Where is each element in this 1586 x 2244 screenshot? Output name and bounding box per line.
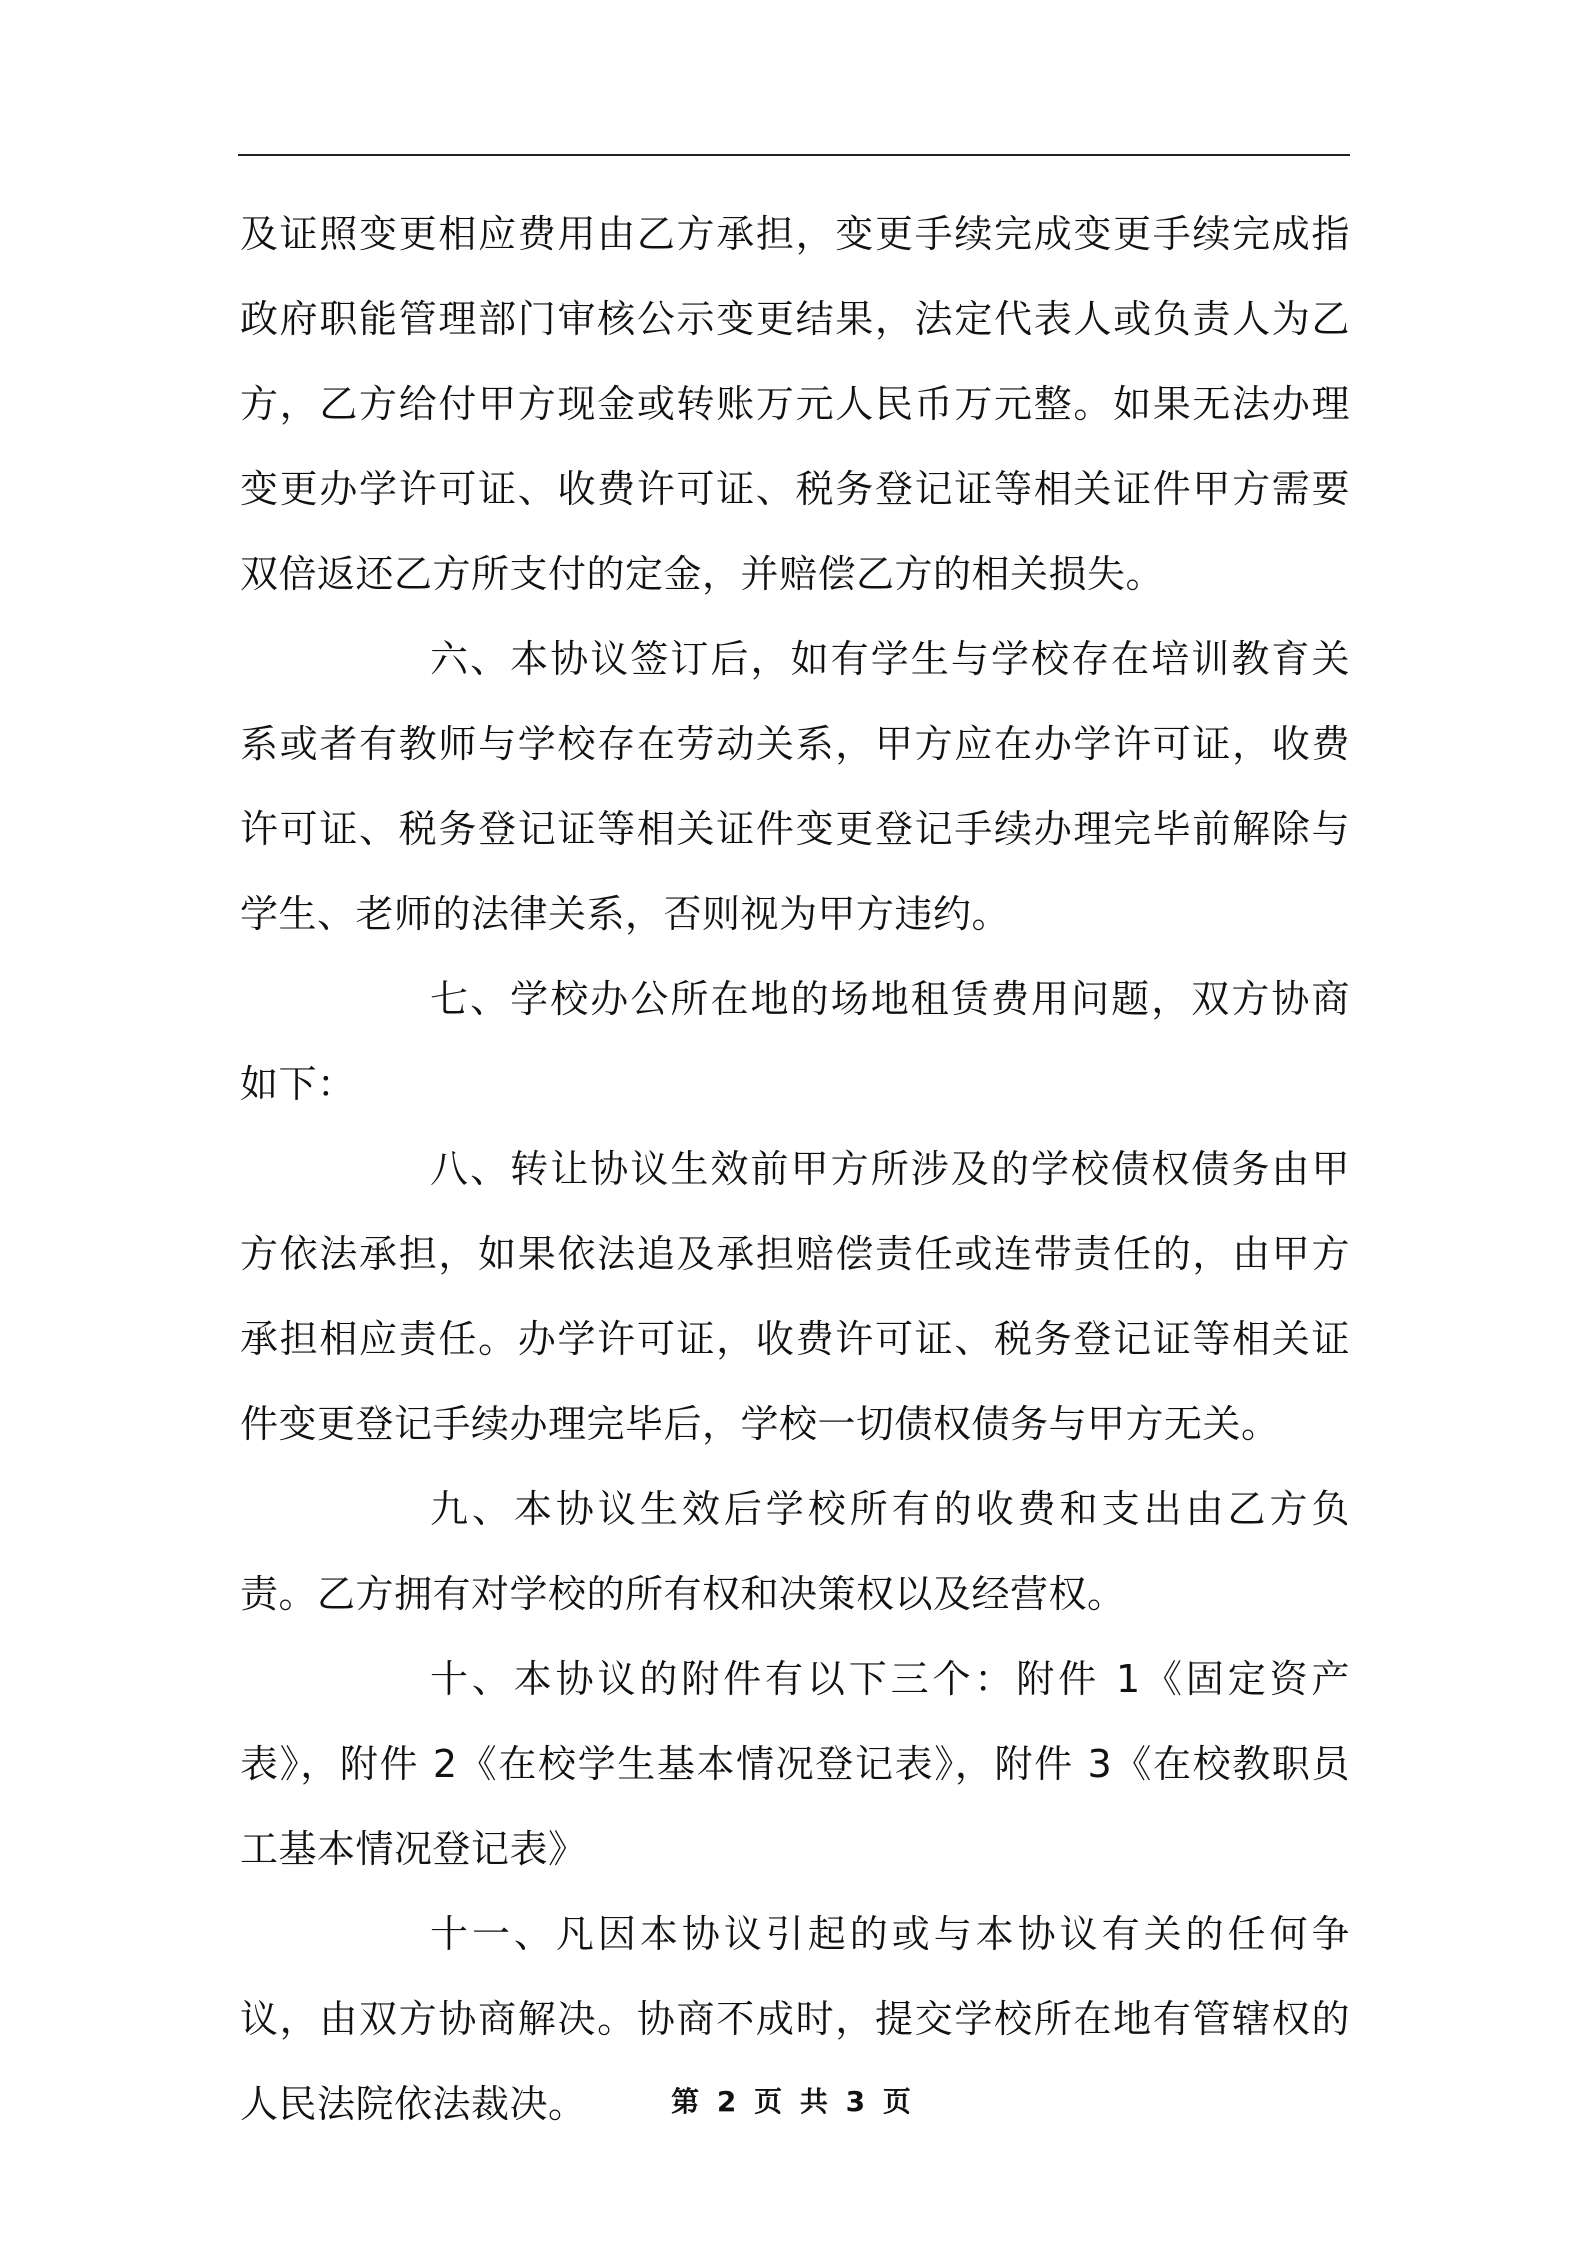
paragraph-continuation: 及证照变更相应费用由乙方承担，变更手续完成变更手续完成指政府职能管理部门审核公示变更结果，法定代表人或负责人为乙方，乙方给付甲方现金或转账万元人民币万元整。如果无法办理变更办学许可证、收费许可证、税务登记证等相关证件甲方需要双倍返还乙方所支付的定金，并赔偿乙方的相关损失。 (240, 212, 1350, 596)
paragraph-clause-11: 十一、凡因本协议引起的或与本协议有关的任何争议，由双方协商解决。协商不成时，提交学校所在地有管辖权的人民法院依法裁决。 (240, 1912, 1350, 2126)
paragraph-clause-9: 九、本协议生效后学校所有的收费和支出由乙方负责。乙方拥有对学校的所有权和决策权以及经营权。 (240, 1487, 1350, 1616)
page-number-footer: 第 2 页 共 3 页 (671, 2085, 915, 2118)
paragraph-clause-8: 八、转让协议生效前甲方所涉及的学校债权债务由甲方依法承担，如果依法追及承担赔偿责任或连带责任的，由甲方承担相应责任。办学许可证，收费许可证、税务登记证等相关证件变更登记手续办理完毕后，学校一切债权债务与甲方无关。 (240, 1147, 1350, 1446)
paragraph-clause-6: 六、本协议签订后，如有学生与学校存在培训教育关系或者有教师与学校存在劳动关系，甲方应在办学许可证，收费许可证、税务登记证等相关证件变更登记手续办理完毕前解除与学生、老师的法律关系，否则视为甲方违约。 (240, 637, 1350, 936)
paragraph-clause-7: 七、学校办公所在地的场地租赁费用问题，双方协商如下： (240, 977, 1350, 1106)
document-body (240, 192, 1350, 2147)
header-rule (238, 154, 1350, 156)
paragraph-clause-10: 十、本协议的附件有以下三个：附件 1《固定资产表》，附件 2《在校学生基本情况登记表》，附件 3《在校教职员工基本情况登记表》 (240, 1657, 1350, 1871)
